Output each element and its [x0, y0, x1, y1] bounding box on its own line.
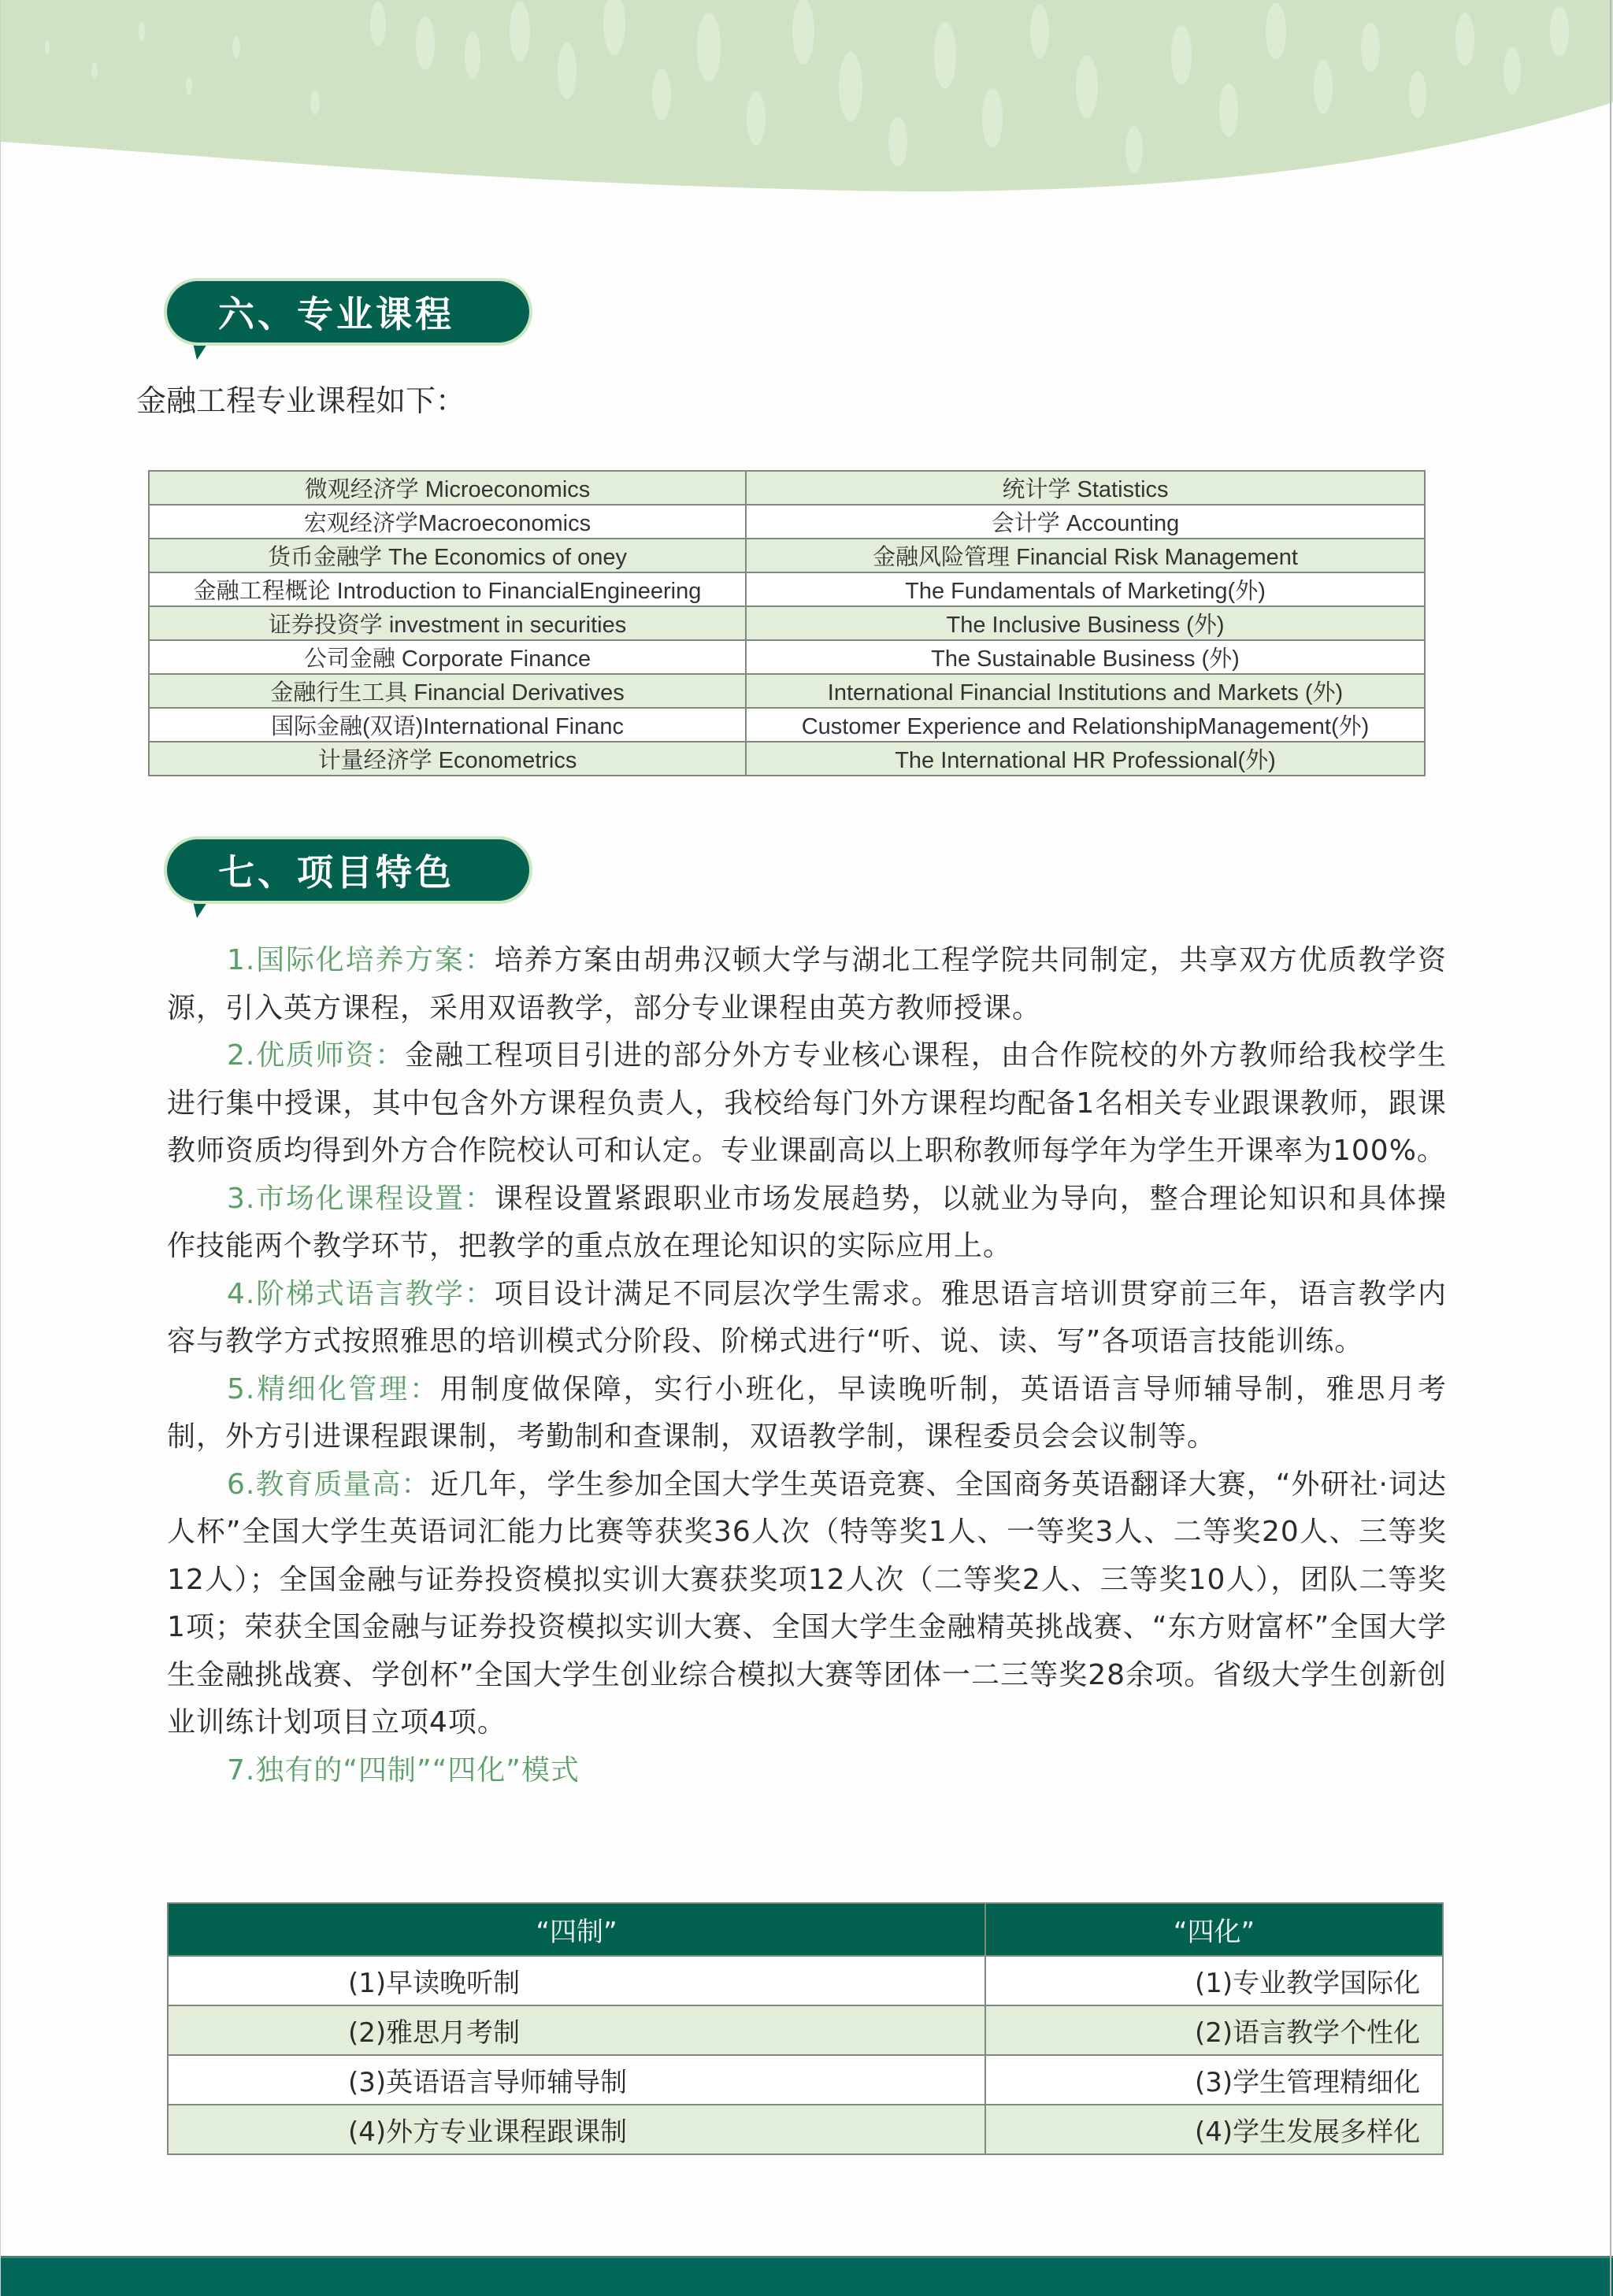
feature-body: 课程设置紧跟职业市场发展趋势，以就业为导向，整合理论知识和具体操作技能两个教学环节，把教学的重点放在理论知识的实际应用上。	[167, 1182, 1447, 1262]
ization-cell: (3)学生管理精细化	[985, 2055, 1443, 2105]
course-row	[149, 674, 1425, 708]
feature-item	[167, 1176, 1447, 1271]
system-cell: (3)英语语言导师辅导制	[168, 2055, 985, 2105]
feature-item	[167, 1271, 1447, 1366]
feature-item	[167, 1032, 1447, 1176]
model-row	[168, 2005, 1443, 2055]
section6-pill	[167, 281, 529, 343]
course-cell-elective: The Fundamentals of Marketing(外)	[746, 572, 1425, 606]
feature-heading: 4.阶梯式语言教学：	[227, 1277, 495, 1310]
section7-badge	[167, 839, 529, 912]
course-row	[149, 505, 1425, 539]
header-wave-decoration	[0, 0, 1613, 197]
course-cell-core: 微观经济学 Microeconomics	[149, 471, 746, 505]
course-cell-core: 证券投资学 investment in securities	[149, 606, 746, 640]
course-cell-core: 金融工程概论 Introduction to FinancialEngineering	[149, 572, 746, 606]
course-cell-elective: Customer Experience and RelationshipManagement(外)	[746, 708, 1425, 742]
header-four-systems: “四制”	[168, 1903, 985, 1956]
course-cell-core: 货币金融学 The Economics of oney	[149, 539, 746, 572]
course-table	[148, 470, 1426, 776]
model-row	[168, 1956, 1443, 2005]
feature-item	[167, 937, 1447, 1032]
course-cell-core: 金融行生工具 Financial Derivatives	[149, 674, 746, 708]
feature-heading: 3.市场化课程设置：	[227, 1182, 495, 1215]
system-cell: (1)早读晚听制	[168, 1956, 985, 2005]
course-row	[149, 606, 1425, 640]
ization-cell: (2)语言教学个性化	[985, 2005, 1443, 2055]
course-cell-core: 公司金融 Corporate Finance	[149, 640, 746, 674]
feature-item	[167, 1461, 1447, 1747]
section6-intro: 金融工程专业课程如下：	[136, 383, 466, 418]
section6-title: 六、专业课程	[218, 293, 454, 335]
course-cell-core: 国际金融(双语)International Financ	[149, 708, 746, 742]
course-cell-elective: 会计学 Accounting	[746, 505, 1425, 539]
system-cell: (4)外方专业课程跟课制	[168, 2105, 985, 2154]
features-list	[167, 937, 1447, 1794]
four-systems-table	[167, 1902, 1444, 2155]
feature-body: 项目设计满足不同层次学生需求。雅思语言培训贯穿前三年，语言教学内容与教学方式按照雅思的培训模式分阶段、阶梯式进行“听、说、读、写”各项语言技能训练。	[167, 1277, 1447, 1357]
system-cell: (2)雅思月考制	[168, 2005, 985, 2055]
ization-cell: (4)学生发展多样化	[985, 2105, 1443, 2154]
header-four-izations: “四化”	[985, 1903, 1443, 1956]
course-cell-core: 宏观经济学Macroeconomics	[149, 505, 746, 539]
course-row	[149, 640, 1425, 674]
footer-band	[0, 2256, 1613, 2296]
course-cell-elective: The International HR Professional(外)	[746, 742, 1425, 776]
feature-body: 近几年，学生参加全国大学生英语竞赛、全国商务英语翻译大赛，“外研社·词达人杯”全国大学生英语词汇能力比赛等获奖36人次（特等奖1人、一等奖3人、二等奖20人、三等奖12人）；全国金融与证券投资模拟实训大赛获奖项12人次（二等奖2人、三等奖10人），团队二等奖1项；荣获全国金融与证券投资模拟实训大赛、全国大学生金融精英挑战赛、“东方财富杯”全国大学生金融挑战赛、学创杯”全国大学生创业综合模拟大赛等团体一二三等奖28余项。省级大学生创新创业训练计划项目立项4项。	[167, 1468, 1447, 1739]
feature-heading: 6.教育质量高：	[227, 1468, 431, 1501]
section7-pill	[167, 839, 529, 901]
section6-badge	[167, 281, 529, 354]
model-heading: 7.独有的“四制”“四化”模式	[227, 1753, 580, 1787]
model-row	[168, 2105, 1443, 2154]
feature-body: 用制度做保障，实行小班化，早读晚听制，英语语言导师辅导制，雅思月考制，外方引进课程跟课制，考勤制和查课制，双语教学制，课程委员会会议制等。	[167, 1372, 1447, 1453]
feature-heading: 1.国际化培养方案：	[227, 944, 495, 976]
course-cell-elective: International Financial Institutions and Markets (外)	[746, 674, 1425, 708]
course-cell-elective: 金融风险管理 Financial Risk Management	[746, 539, 1425, 572]
course-row	[149, 471, 1425, 505]
feature-body: 培养方案由胡弗汉顿大学与湖北工程学院共同制定，共享双方优质教学资源，引入英方课程，采用双语教学，部分专业课程由英方教师授课。	[167, 944, 1447, 1024]
feature-heading: 2.优质师资：	[227, 1039, 406, 1072]
course-row	[149, 539, 1425, 572]
ization-cell: (1)专业教学国际化	[985, 1956, 1443, 2005]
course-cell-elective: 统计学 Statistics	[746, 471, 1425, 505]
feature-body: 金融工程项目引进的部分外方专业核心课程，由合作院校的外方教师给我校学生进行集中授课，其中包含外方课程负责人，我校给每门外方课程均配备1名相关专业跟课教师，跟课教师资质均得到外方合作院校认可和认定。专业课副高以上职称教师每学年为学生开课率为100%。	[167, 1039, 1447, 1167]
course-row	[149, 572, 1425, 606]
model-row	[168, 2055, 1443, 2105]
course-cell-elective: The Sustainable Business (外)	[746, 640, 1425, 674]
course-row	[149, 742, 1425, 776]
course-cell-core: 计量经济学 Econometrics	[149, 742, 746, 776]
feature-heading: 5.精细化管理：	[227, 1372, 440, 1405]
course-row	[149, 708, 1425, 742]
section7-title: 七、项目特色	[218, 851, 454, 894]
model-table-header	[168, 1903, 1443, 1956]
feature-item	[167, 1366, 1447, 1461]
course-cell-elective: The Inclusive Business (外)	[746, 606, 1425, 640]
